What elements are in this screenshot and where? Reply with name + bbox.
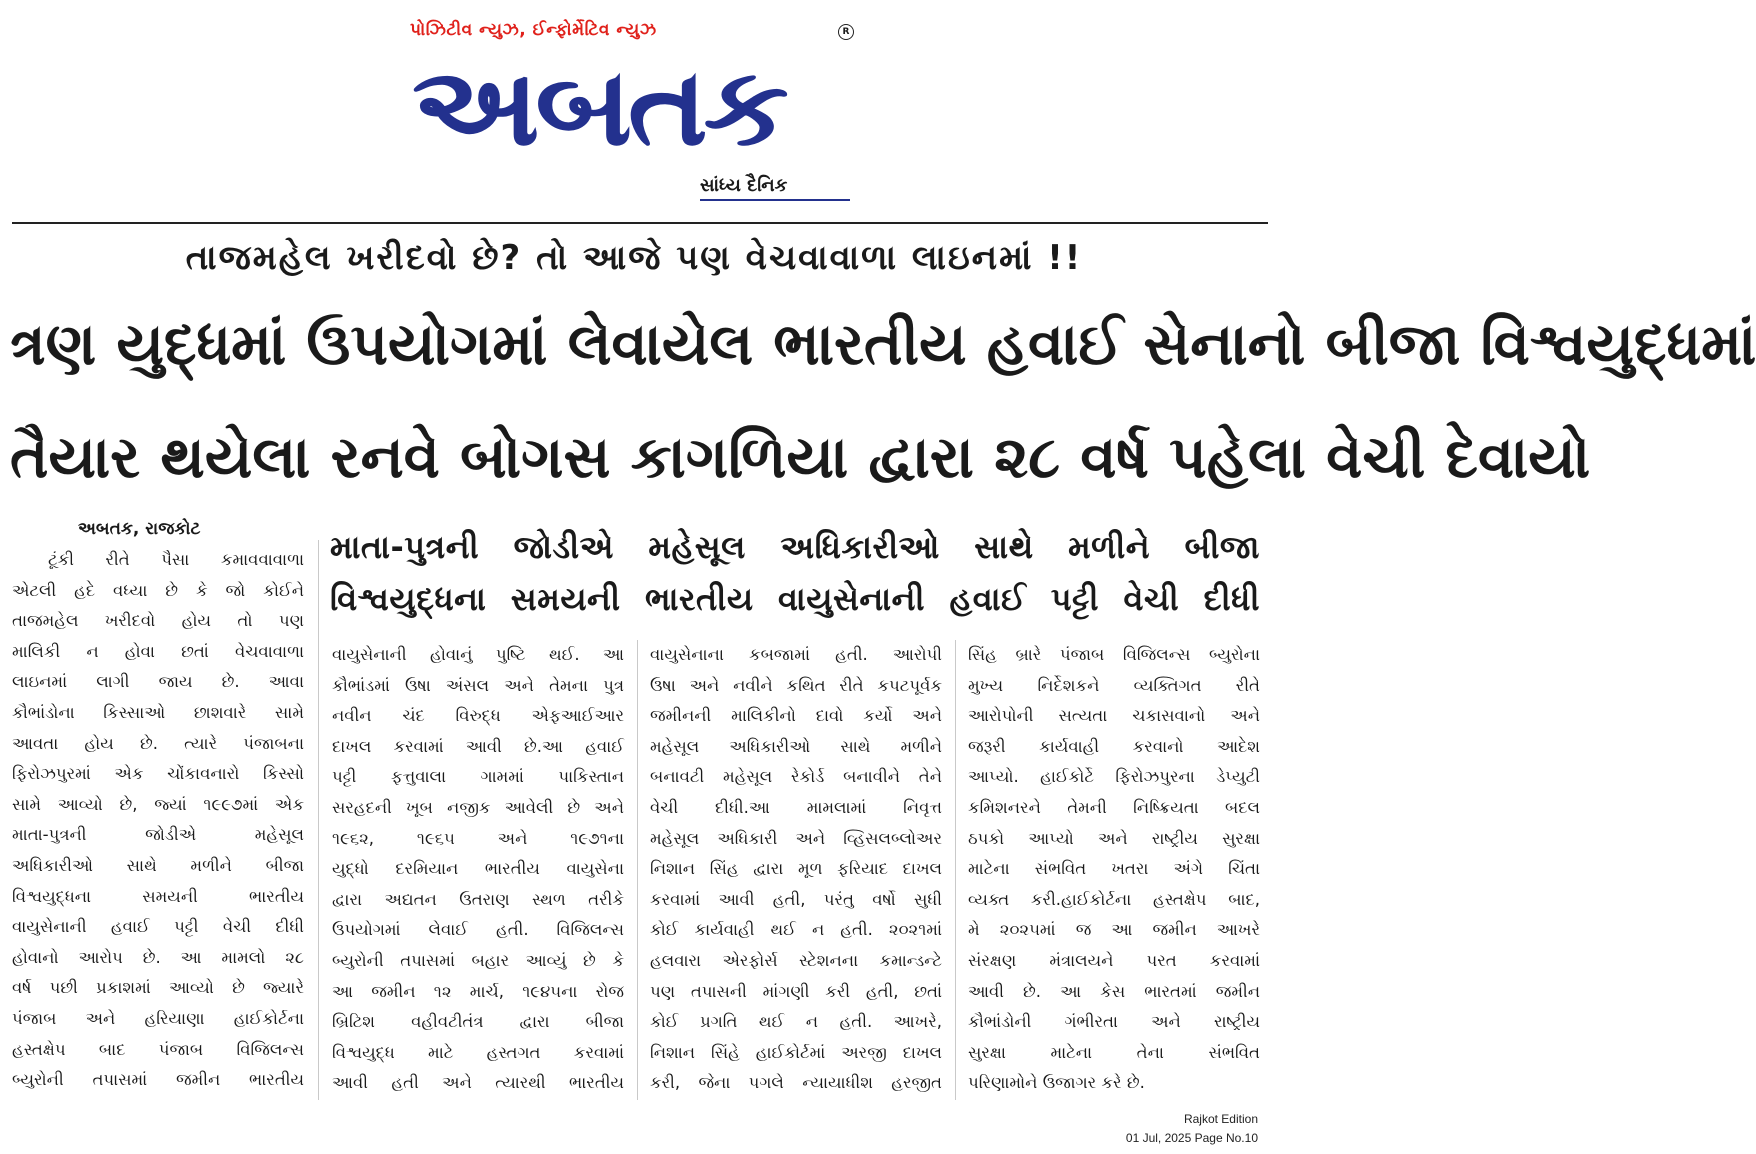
- article-text-line: પંજાબ અને હરિયાણા હાઈકોર્ટના: [12, 1008, 304, 1028]
- article-text-line: પટ્ટી ફત્તુવાલા ગામમાં પાકિસ્તાન: [332, 767, 624, 787]
- article-text-line: લાઇનમાં લાગી જાય છે. આવા: [12, 672, 304, 692]
- article-text-line: સામે આવ્યો છે, જ્યાં ૧૯૯૭માં એક: [12, 794, 304, 814]
- article-text-line: માલિકી ન હોવા છતાં વેચવાવાળા: [12, 641, 304, 661]
- article-text-line: ઉષા અને નવીને કથિત રીતે કપટપૂર્વક: [650, 675, 942, 695]
- article-text-line: કોઈ કાર્યવાહી થઈ ન હતી. ૨૦૨૧માં: [650, 920, 942, 940]
- article-text-line: આવી હતી અને ત્યારથી ભારતીય: [332, 1073, 624, 1093]
- newspaper-logo: અબતક: [412, 45, 785, 170]
- dateline: અબતક, રાજકોટ: [78, 519, 201, 539]
- masthead-divider: [12, 222, 1268, 224]
- article-text-line: પરિણામોને ઉજાગર કરે છે.: [968, 1073, 1145, 1093]
- article-text-line: માતા-પુત્રની જોડીએ મહેસૂલ: [12, 825, 304, 845]
- article-text-line: એટલી હદે વધ્યા છે કે જો કોઈને: [12, 580, 304, 600]
- article-text-line: નિશાન સિંહે હાઈકોર્ટમાં અરજી દાખલ: [650, 1042, 942, 1062]
- article-text-line: કમિશનરને તેમની નિષ્ક્રિયતા બદલ: [968, 797, 1260, 817]
- article-text-line: માટેના સંભવિત ખતરા અંગે ચિંતા: [968, 859, 1260, 879]
- article-text-line: આપ્યો. હાઈકોર્ટે ફિરોઝપુરના ડેપ્યુટી: [968, 767, 1260, 787]
- article-text-line: વિશ્વયુદ્ધ માટે હસ્તગત કરવામાં: [332, 1042, 624, 1062]
- article-text-line: વેચી દીધી.આ મામલામાં નિવૃત્ત: [650, 797, 942, 817]
- subtitle-underline: [700, 199, 850, 201]
- article-text-line: હોવાનો આરોપ છે. આ મામલો ૨૮: [12, 947, 304, 967]
- article-kicker: તાજમહેલ ખરીદવો છે? તો આજે પણ વેચવાવાળા લાઇનમાં !!: [185, 238, 1083, 278]
- article-text-line: કૌભાંડમાં ઉષા અંસલ અને તેમના પુત્ર: [332, 675, 624, 695]
- article-text-line: આવી છે. આ કેસ ભારતમાં જમીન: [968, 981, 1260, 1001]
- article-text-line: નિશાન સિંહ દ્વારા મૂળ ફરિયાદ દાખલ: [650, 859, 942, 879]
- article-text-line: હસ્તક્ષેપ બાદ પંજાબ વિજિલન્સ: [12, 1039, 304, 1059]
- column-divider: [318, 540, 319, 1100]
- article-text-line: કોઈ પ્રગતિ થઈ ન હતી. આખરે,: [650, 1012, 942, 1032]
- article-text-line: યુદ્ધો દરમિયાન ભારતીય વાયુસેના: [332, 859, 624, 879]
- article-text-line: આવતા હોય છે. ત્યારે પંજાબના: [12, 733, 304, 753]
- article-text-line: તાજમહેલ ખરીદવો હોય તો પણ: [12, 611, 304, 631]
- edition-date-page: 01 Jul, 2025 Page No.10: [1125, 1131, 1258, 1145]
- article-text-line: મુખ્ય નિર્દેશકને વ્યક્તિગત રીતે: [968, 675, 1260, 695]
- article-text-line: નવીન ચંદ વિરુદ્ધ એફઆઈઆર: [332, 706, 624, 726]
- article-text-line: સિંહ બ્રારે પંજાબ વિજિલન્સ બ્યુરોના: [968, 645, 1260, 664]
- column-divider: [955, 640, 956, 1100]
- article-text-line: દ્વારા અદ્યતન ઉતરાણ સ્થળ તરીકે: [332, 889, 624, 909]
- article-text-line: મહેસૂલ અધિકારી અને વ્હિસલબ્લોઅર: [650, 828, 942, 848]
- masthead-subtitle: સાંધ્ય દૈનિક: [700, 175, 788, 196]
- headline-line-2: તૈયાર થયેલા રનવે બોગસ કાગળિયા દ્વારા ૨૮ વર્ષ પહેલા વેચી દેવાયો: [10, 423, 1591, 491]
- article-text-line: આ જમીન ૧૨ માર્ચ, ૧૯૪૫ના રોજ: [332, 981, 624, 1001]
- article-text-line: વ્યક્ત કરી.હાઈકોર્ટના હસ્તક્ષેપ બાદ,: [968, 889, 1260, 909]
- edition-info: [1126, 1110, 1258, 1148]
- article-column-1: [12, 545, 304, 1096]
- masthead: [0, 0, 1268, 222]
- edition-name: Rajkot Edition: [1183, 1112, 1258, 1126]
- article-text-line: ૧૯૬૨, ૧૯૬૫ અને ૧૯૭૧ના: [332, 828, 624, 848]
- article-column-2: [332, 640, 624, 1099]
- article-text-line: મે ૨૦૨૫માં જ આ જમીન આખરે: [968, 920, 1260, 940]
- article-text-line: જરૂરી કાર્યવાહી કરવાનો આદેશ: [968, 736, 1260, 756]
- article-text-line: વાયુસેનાની હોવાનું પુષ્ટિ થઈ. આ: [332, 645, 624, 664]
- article-text-line: ઉપયોગમાં લેવાઈ હતી. વિજિલન્સ: [332, 920, 624, 940]
- article-text-line: આરોપોની સત્યતા ચકાસવાનો અને: [968, 706, 1260, 726]
- subhead-line-2: વિશ્વયુદ્ધના સમયની ભારતીય વાયુસેનાની હવાઈ પટ્ટી વેચી દીધી: [330, 580, 1260, 618]
- article-text-line: સંરક્ષણ મંત્રાલયને પરત કરવામાં: [968, 950, 1260, 970]
- subhead-line-1: માતા-પુત્રની જોડીએ મહેસૂલ અધિકારીઓ સાથે મળીને બીજા: [330, 528, 1260, 566]
- article-text-line: વાયુસેનાના કબજામાં હતી. આરોપી: [650, 645, 942, 664]
- masthead-tagline: પોઝિટીવ ન્યુઝ, ઈન્ફોર્મેટિવ ન્યુઝ: [410, 20, 657, 40]
- article-text-line: કૌભાંડોના કિસ્સાઓ છાશવારે સામે: [12, 702, 304, 722]
- registered-mark: R: [838, 24, 854, 40]
- article-column-4: [968, 640, 1260, 1099]
- article-text-line: બ્રિટિશ વહીવટીતંત્ર દ્વારા બીજા: [332, 1012, 624, 1032]
- article-text-line: ઠપકો આપ્યો અને રાષ્ટ્રીય સુરક્ષા: [968, 828, 1260, 848]
- article-text-line: સરહદની ખૂબ નજીક આવેલી છે અને: [332, 797, 624, 817]
- article-text-line: અધિકારીઓ સાથે મળીને બીજા: [12, 855, 304, 875]
- article-text-line: પણ તપાસની માંગણી કરી હતી, છતાં: [650, 981, 942, 1001]
- article-text-line: કૌભાંડોની ગંભીરતા અને રાષ્ટ્રીય: [968, 1012, 1260, 1032]
- article-text-line: હલવારા એરફોર્સ સ્ટેશનના કમાન્ડન્ટે: [650, 950, 942, 970]
- column-divider: [637, 640, 638, 1100]
- headline-line-1: ત્રણ યુદ્ધમાં ઉપયોગમાં લેવાયેલ ભારતીય હવાઈ સેનાનો બીજા વિશ્વયુદ્ધમાં: [10, 310, 1756, 378]
- article-text-line: બ્યુરોની તપાસમાં બહાર આવ્યું છે કે: [332, 950, 624, 970]
- article-text-line: બનાવટી મહેસૂલ રેકોર્ડ બનાવીને તેને: [650, 767, 942, 787]
- article-text-line: સુરક્ષા માટેના તેના સંભવિત: [968, 1042, 1260, 1062]
- article-text-line: વર્ષ પછી પ્રકાશમાં આવ્યો છે જ્યારે: [12, 978, 304, 998]
- article-column-3: [650, 640, 942, 1099]
- article-text-line: દાખલ કરવામાં આવી છે.આ હવાઈ: [332, 736, 624, 756]
- article-text-line: મહેસૂલ અધિકારીઓ સાથે મળીને: [650, 736, 942, 756]
- article-text-line: બ્યુરોની તપાસમાં જમીન ભારતીય: [12, 1070, 304, 1090]
- article-text-line: ફિરોઝપુરમાં એક ચોંકાવનારો કિસ્સો: [12, 764, 304, 784]
- article-text-line: કરી, જેના પગલે ન્યાયાધીશ હરજીત: [650, 1073, 942, 1093]
- article-text-line: જમીનની માલિકીનો દાવો કર્યો અને: [650, 706, 942, 726]
- article-text-line: વાયુસેનાની હવાઈ પટ્ટી વેચી દીધી: [12, 917, 304, 937]
- article-text-line: કરવામાં આવી હતી, પરંતુ વર્ષો સુધી: [650, 889, 942, 909]
- article-text-line: વિશ્વયુદ્ધના સમયની ભારતીય: [12, 886, 304, 906]
- article-text-line: ટૂંકી રીતે પૈસા કમાવવાવાળા: [48, 550, 304, 569]
